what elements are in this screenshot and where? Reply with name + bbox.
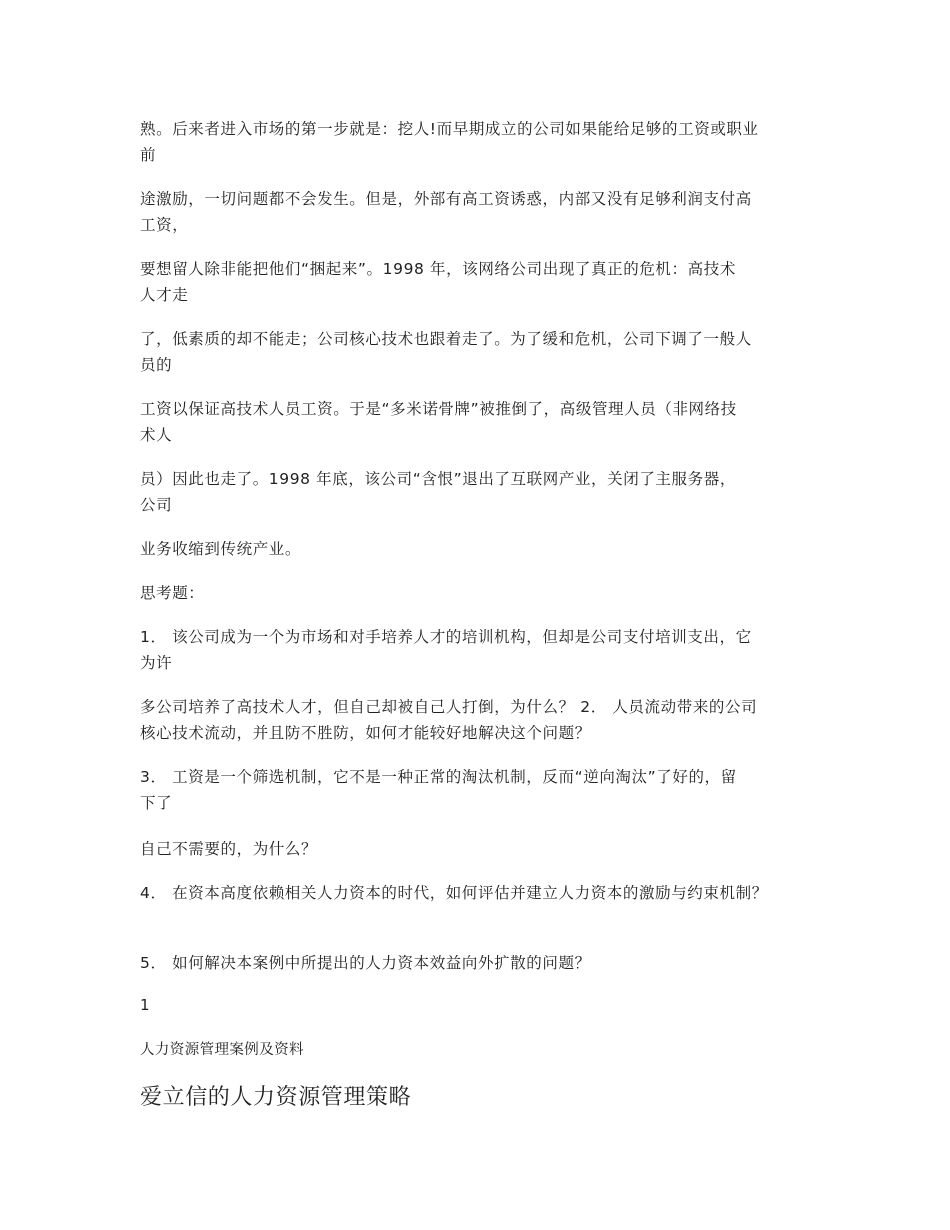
- question-heading: [140, 580, 204, 606]
- question-1: [140, 624, 752, 676]
- line: 为许: [140, 654, 173, 672]
- line: 工资以保证高技术人员工资。于是“多米诺骨牌”被推倒了，高级管理人员（非网络技: [140, 400, 737, 418]
- paragraph-4: [140, 326, 752, 378]
- paragraph-5: [140, 396, 737, 448]
- line: 3． 工资是一个筛选机制，它不是一种正常的淘汰机制，反而“逆向淘汰”了好的，留: [140, 768, 737, 786]
- paragraph-2: [140, 186, 752, 238]
- paragraph-3: [140, 256, 736, 308]
- paragraph-1: [140, 116, 759, 168]
- question-3-cont: [140, 836, 317, 862]
- line: 思考题：: [140, 584, 205, 602]
- paragraph-7: [140, 536, 301, 562]
- line: 公司: [140, 496, 173, 514]
- line: 5． 如何解决本案例中所提出的人力资本效益向外扩散的问题？: [140, 954, 591, 972]
- line: 途激励，一切问题都不会发生。但是，外部有高工资诱惑，内部又没有足够利润支付高: [140, 190, 752, 208]
- page-number: 1: [140, 996, 150, 1014]
- line: 人才走: [140, 286, 189, 304]
- line: 1． 该公司成为一个为市场和对手培养人才的培训机构，但却是公司支付培训支出，它: [140, 628, 752, 646]
- section-title: 爱立信的人力资源管理策略: [140, 1085, 412, 1110]
- line: 熟。后来者进入市场的第一步就是：挖人!而早期成立的公司如果能给足够的工资或职业: [140, 120, 759, 138]
- question-4: [140, 880, 768, 906]
- question-3: [140, 764, 737, 816]
- line: 员的: [140, 356, 173, 374]
- line: 核心技术流动，并且防不胜防，如何才能较好地解决这个问题？: [140, 724, 591, 742]
- paragraph-6: [140, 466, 736, 518]
- line: 员）因此也走了。1998 年底，该公司“含恨”退出了互联网产业，关闭了主服务器，: [140, 470, 736, 488]
- line: 自己不需要的，为什么？: [140, 840, 318, 858]
- line: 多公司培养了高技术人才，但自己却被自己人打倒，为什么？ 2． 人员流动带来的公司: [140, 698, 758, 716]
- question-1-2: [140, 694, 757, 746]
- question-5: [140, 950, 591, 976]
- line: 工资，: [140, 216, 189, 234]
- line: 术人: [140, 426, 173, 444]
- running-header: 人力资源管理案例及资料: [140, 1042, 304, 1058]
- line: 4． 在资本高度依赖相关人力资本的时代，如何评估并建立人力资本的激励与约束机制？: [140, 884, 768, 902]
- line: 下了: [140, 794, 173, 812]
- line: 要想留人除非能把他们“捆起来”。1998 年，该网络公司出现了真正的危机：高技术: [140, 260, 736, 278]
- line: 前: [140, 146, 157, 164]
- line: 了，低素质的却不能走；公司核心技术也跟着走了。为了缓和危机，公司下调了一般人: [140, 330, 752, 348]
- line: 业务收缩到传统产业。: [140, 540, 302, 558]
